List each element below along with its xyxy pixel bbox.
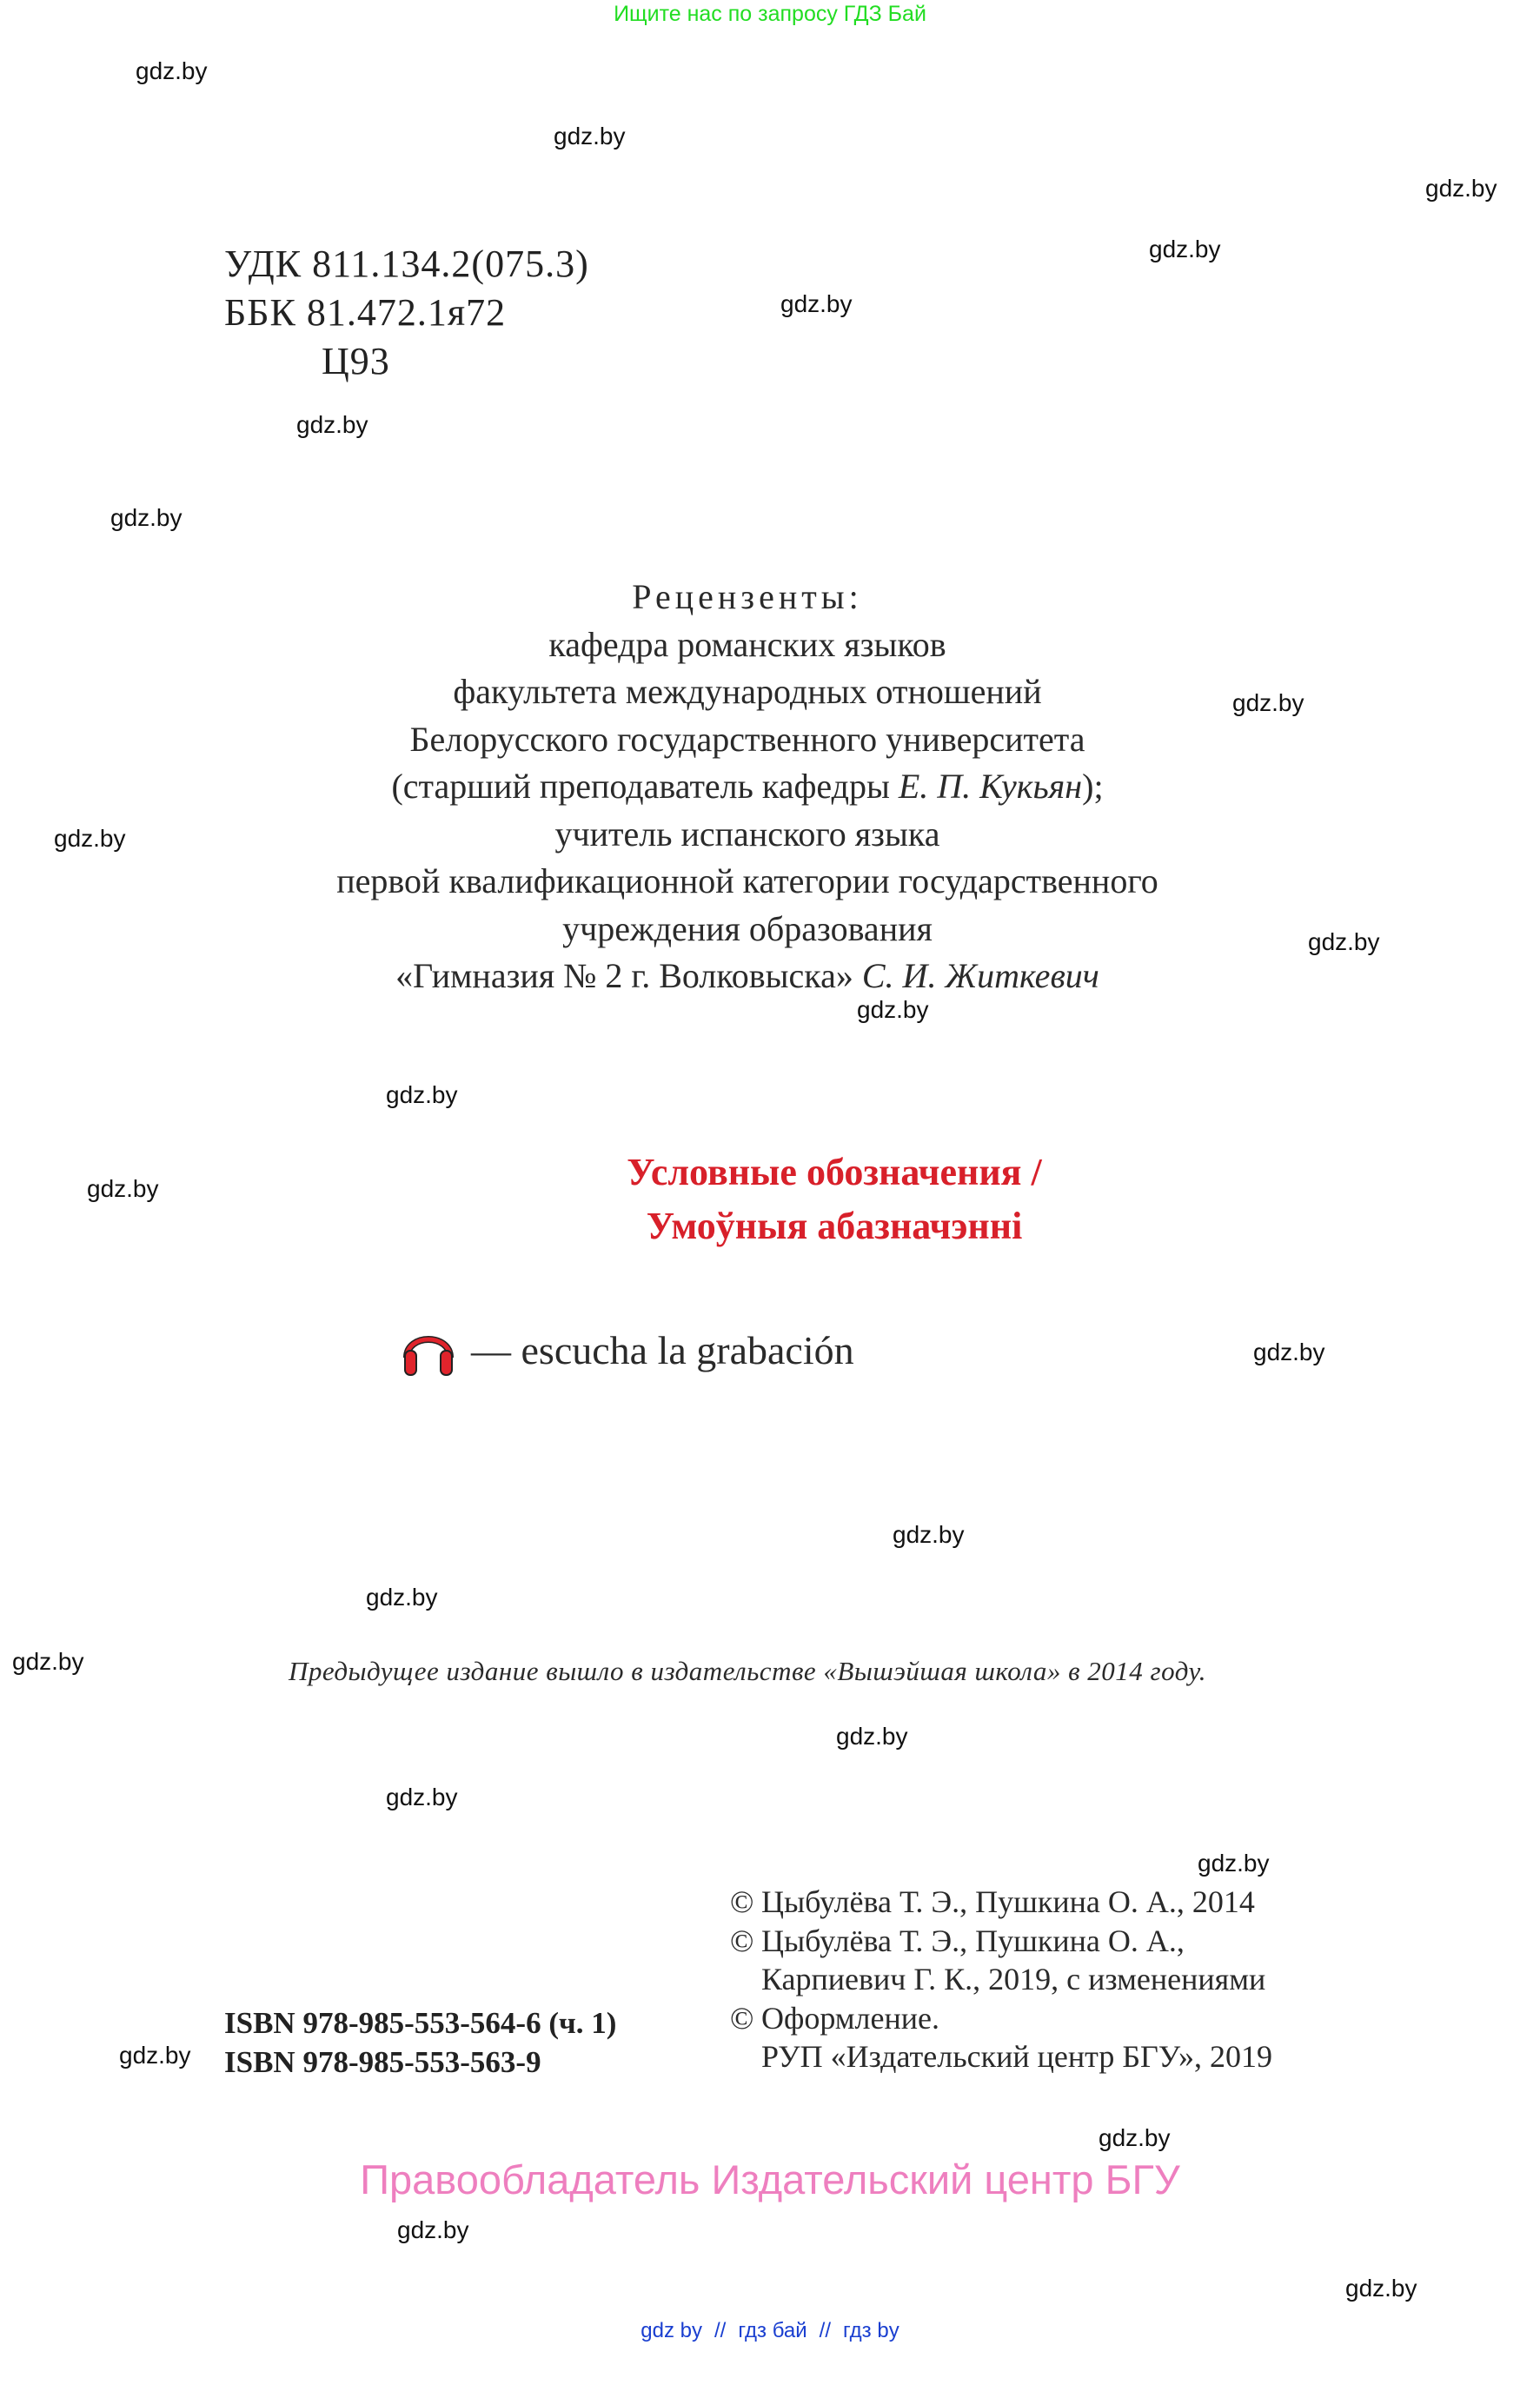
copyright-symbol: © [730,1884,754,1919]
watermark: gdz.by [119,2042,191,2069]
footer-links [0,2319,1540,2343]
headphones-icon [400,1321,457,1379]
legend-title [348,1146,1321,1253]
watermark: gdz.by [87,1175,159,1202]
reviewer-role: (старший преподаватель кафедры [391,767,899,806]
reviewer-line: факультета международных отношений [453,672,1042,711]
copyright-line: Цыбулёва Т. Э., Пушкина О. А., 2014 [761,1884,1255,1919]
watermark: gdz.by [1425,175,1497,202]
copyright-entry [730,1883,1272,1922]
copyright-line: Оформление. [761,2000,940,2036]
reviewer-line [174,763,1321,811]
top-banner: Ищите нас по запросу ГДЗ Бай [614,2,926,26]
watermark: gdz.by [12,1648,84,1675]
copyright-line: Цыбулёва Т. Э., Пушкина О. А., [761,1923,1185,1958]
reviewer-line: первой квалификационной категории государственного [336,861,1158,900]
watermark: gdz.by [836,1723,908,1750]
previous-edition-note: Предыдущее издание вышло в издательстве «Вышэйшая школа» в 2014 году. [288,1656,1207,1686]
reviewers-title: Рецензенты: [632,577,863,616]
copyright-symbol: © [730,1923,754,1958]
watermark: gdz.by [386,1784,458,1810]
reviewers-block [174,574,1321,1000]
watermark: gdz.by [780,290,853,317]
legend-title-ru: Условные обозначения / [627,1151,1042,1193]
reviewer-line: Белорусского государственного университета [409,719,1085,759]
isbn-set: ISBN 978-985-553-563-9 [224,2045,541,2079]
rights-holder: Правообладатель Издательский центр БГУ [360,2156,1180,2202]
watermark: gdz.by [1149,236,1221,262]
copyright-block [730,1883,1272,2076]
footer-separator: // [714,2319,727,2342]
watermark: gdz.by [1345,2275,1417,2302]
reviewer-name: С. И. Житкевич [861,956,1099,995]
watermark: gdz.by [893,1521,965,1548]
isbn-part: ISBN 978-985-553-564-6 (ч. 1) [224,2006,617,2040]
footer-link-gdz-bai[interactable]: гдз бай [738,2319,807,2342]
udk-code: УДК 811.134.2(075.3) [224,242,589,285]
reviewer-school: «Гимназия № 2 г. Волковыска» [395,956,862,995]
watermark: gdz.by [366,1584,438,1611]
legend-item [400,1321,854,1379]
reviewer-line [174,953,1321,1000]
watermark: gdz.by [1253,1339,1325,1365]
isbn-block [224,2003,616,2082]
footer-link-gdz-by-cyr[interactable]: гдз by [843,2319,899,2342]
watermark: gdz.by [1308,928,1380,955]
reviewer-line: кафедра романских языков [548,624,946,664]
reviewer-line: учреждения образования [562,908,933,948]
watermark: gdz.by [1099,2124,1171,2151]
classification-block [224,240,589,386]
watermark: gdz.by [110,504,183,531]
reviewer-line: учитель испанского языка [554,814,940,854]
reviewer-punct: ); [1082,767,1104,806]
author-code: Ц93 [322,340,390,382]
copyright-entry [730,1922,1272,1961]
watermark: gdz.by [554,123,626,149]
watermark: gdz.by [386,1081,458,1108]
watermark: gdz.by [397,2216,469,2243]
bbk-code: ББК 81.472.1я72 [224,291,507,334]
watermark: gdz.by [136,57,208,84]
legend-item-text: — escucha la grabación [471,1327,854,1372]
copyright-symbol: © [730,2000,754,2036]
watermark: gdz.by [857,996,929,1023]
footer-link-gdz-by[interactable]: gdz by [641,2319,702,2342]
legend-title-by: Умоўныя абазначэнні [646,1205,1023,1247]
watermark: gdz.by [54,825,126,852]
footer-separator: // [819,2319,831,2342]
copyright-line: РУП «Издательский центр БГУ», 2019 [761,2039,1273,2074]
copyright-entry [730,1999,1272,2038]
reviewer-name: Е. П. Кукьян [898,767,1083,806]
watermark: gdz.by [1232,689,1304,716]
watermark: gdz.by [296,411,368,438]
watermark: gdz.by [1198,1850,1270,1877]
copyright-line: Карпиевич Г. К., 2019, с изменениями [761,1962,1266,1996]
